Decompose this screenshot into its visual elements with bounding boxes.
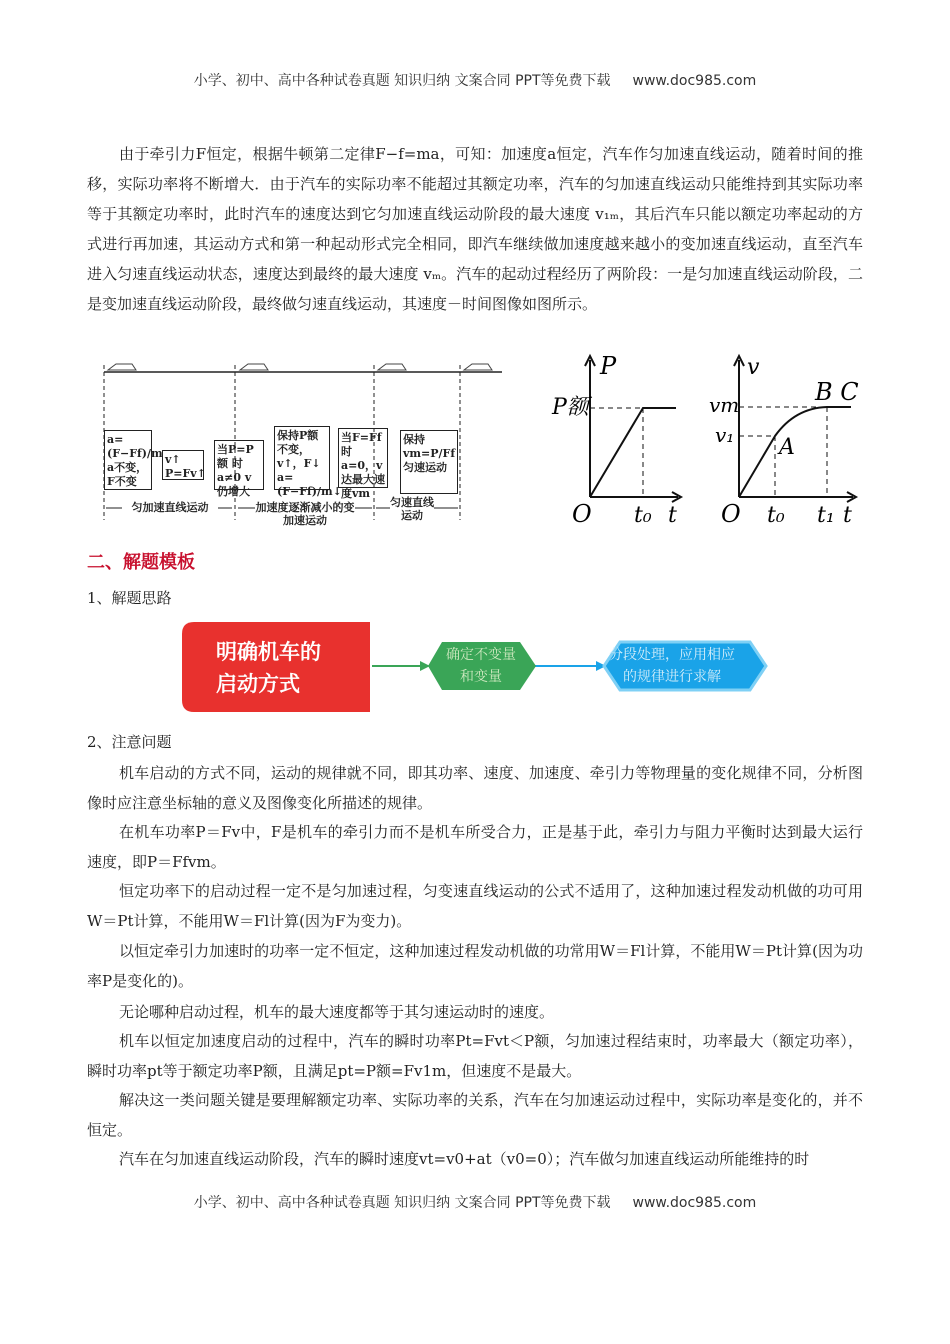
v-axis-label: v: [747, 355, 760, 380]
solution-flowchart: [180, 622, 780, 714]
v-origin-label: O: [721, 500, 741, 528]
power-time-graph: [550, 352, 690, 532]
note-paragraph: 机车以恒定加速度启动的过程中，汽车的瞬时功率Pt=Fvt＜P额，匀加速过程结束时，功率最大（额定功率），瞬时功率pt等于额定功率P额，且满足pt=P额=Fv1m，但速度不是最大。: [87, 1032, 863, 1080]
v1-label: v₁: [715, 423, 735, 447]
v-t1-label: t₁: [817, 503, 835, 528]
v-t0-label: t₀: [767, 503, 785, 528]
note-paragraph: 恒定功率下的启动过程一定不是匀加速过程，匀变速直线运动的公式不适用了，这种加速过程发动机做的功可用W＝Pt计算，不能用W＝Fl计算(因为F为变力)。: [87, 882, 863, 930]
stage-label-1: 匀加速直线运动: [122, 501, 218, 514]
point-bc-label: B C: [815, 378, 859, 406]
stage-label-3: 匀速直线运动: [390, 496, 434, 522]
stage-box-3: 当P=P额 时a≠0 v仍增大: [214, 440, 264, 490]
stage-box-4: 保持P额不变，v↑，F↓ a=(F−Ff)/m↓: [274, 426, 330, 490]
stage-label-2: 加速度逐渐减小的变加速运动: [255, 501, 355, 527]
header-text: 小学、初中、高中各种试卷真题 知识归纳 文案合同 PPT等免费下载: [193, 73, 611, 89]
page-header: [0, 70, 950, 90]
stage-box-5: 当F=Ff 时a=0，v达最大速度vm: [338, 428, 388, 488]
subheading-notes: 2、注意问题: [87, 733, 172, 751]
point-a-label: A: [779, 435, 795, 460]
stage-box-6: 保持 vm=P/Ff 匀速运动: [400, 430, 458, 494]
p-rated-label: P额: [552, 395, 589, 420]
subheading-approach: 1、解题思路: [87, 589, 172, 607]
flow-step-2: 确定不变量和变量: [446, 647, 516, 685]
flow-step-1: 明确机车的启动方式: [216, 640, 321, 696]
vm-label: vm: [709, 393, 740, 417]
car-process-diagram: [100, 360, 510, 530]
stage-box-2: v↑ P=Fv↑: [162, 450, 204, 480]
header-site[interactable]: www.doc985.com: [632, 73, 757, 89]
flow-step-3: 分段处理，应用相应的规律进行求解: [609, 647, 735, 685]
p-x-axis-label: t: [668, 503, 677, 528]
note-paragraph: 机车启动的方式不同，运动的规律就不同，即其功率、速度、加速度、牵引力等物理量的变化规律不同，分析图像时应注意坐标轴的意义及图像变化所描述的规律。: [87, 764, 863, 812]
p-t0-label: t₀: [634, 503, 652, 528]
p-origin-label: O: [572, 500, 592, 528]
note-paragraph: 以恒定牵引力加速时的功率一定不恒定，这种加速过程发动机做的功常用W＝Fl计算，不能用W＝Pt计算(因为功率P是变化的)。: [87, 942, 863, 990]
stage-box-1: a=(F−Ff)/m a不变，F不变: [104, 430, 152, 490]
section-title: 二、解题模板: [87, 552, 195, 573]
note-paragraph: 解决这一类问题关键是要理解额定功率、实际功率的关系，汽车在匀加速运动过程中，实际功率是变化的，并不恒定。: [87, 1091, 863, 1139]
note-paragraph: 汽车在匀加速直线运动阶段，汽车的瞬时速度vt=v0+at（v0=0）；汽车做匀加速直线运动所能维持的时: [119, 1150, 810, 1168]
p-axis-label: P: [600, 352, 617, 380]
footer-text: 小学、初中、高中各种试卷真题 知识归纳 文案合同 PPT等免费下载: [193, 1195, 611, 1211]
footer-site[interactable]: www.doc985.com: [632, 1195, 757, 1211]
velocity-time-graph: [705, 352, 865, 532]
page-footer: [0, 1192, 950, 1212]
v-x-axis-label: t: [843, 503, 852, 528]
intro-paragraph: 由于牵引力F恒定，根据牛顿第二定律F−f=ma，可知：加速度a恒定，汽车作匀加速直线运动，随着时间的推移，实际功率将不断增大．由于汽车的实际功率不能超过其额定功率，汽车的匀加速直线运动只能维持到其实际功率等于其额定功率时，此时汽车的速度达到它匀加速直线运动阶段的最大速度 v₁ₘ，其后汽车只能以额定功率起动的方式进行再加速，其运动方式和第一种起动形式完全相同，即汽车继续做加速度越来越小的变加速直线运动，直至汽车进入匀速直线运动状态，速度达到最终的最大速度 vₘ。汽车的起动过程经历了两阶段：一是匀加速直线运动阶段，二是变加速直线运动阶段，最终做匀速直线运动，其速度－时间图像如图所示。: [87, 145, 863, 313]
note-paragraph: 在机车功率P＝Fv中，F是机车的牵引力而不是机车所受合力，正是基于此，牵引力与阻力平衡时达到最大运行速度，即P＝Ffvm。: [87, 823, 863, 871]
note-paragraph: 无论哪种启动过程，机车的最大速度都等于其匀速运动时的速度。: [119, 1003, 555, 1021]
